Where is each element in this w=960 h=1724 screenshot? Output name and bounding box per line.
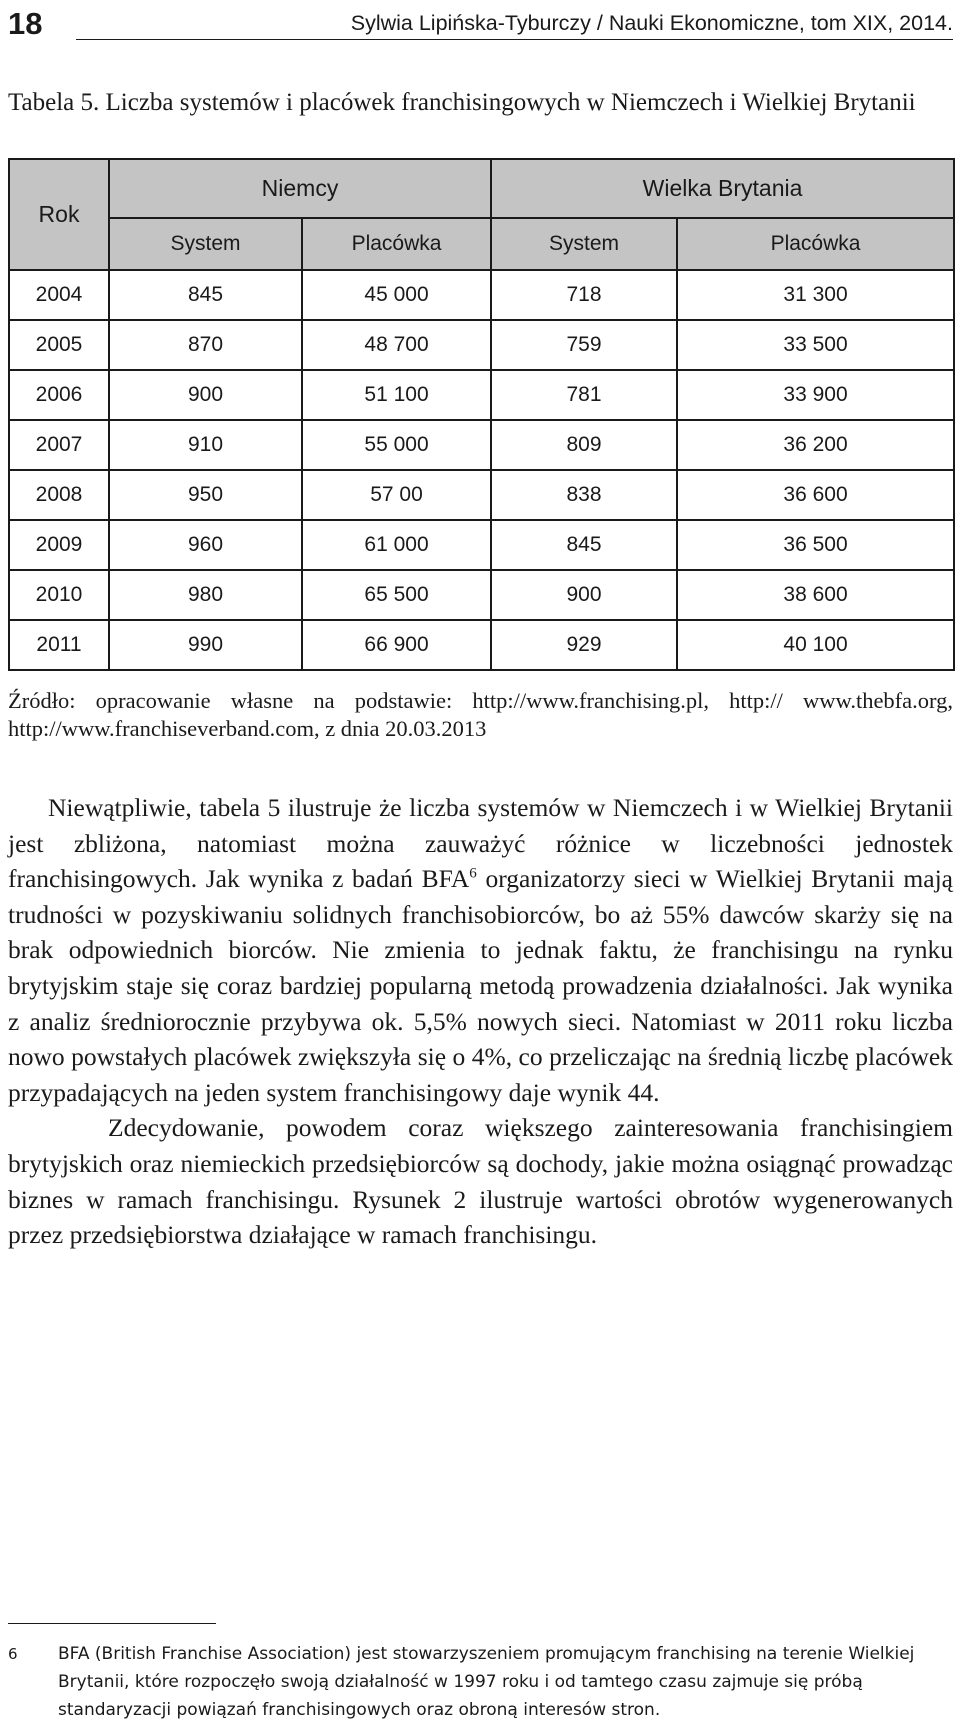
paragraph-2: Zdecydowanie, powodem coraz większego zainteresowania franchisingiem brytyjskich oraz niemieckich przedsiębiorców są dochody, jakie można osiągnąć prowadząc biznes w ramach franchisingu. Rysunek 2 ilustruje wartości obrotów wygenerowanych przez przedsiębiorstwa działające w ramach franchisingu. [8, 1113, 953, 1250]
table-cell: 990 [109, 620, 302, 670]
table-cell: 845 [491, 520, 677, 570]
table-row [9, 420, 954, 470]
table-cell: 2010 [9, 570, 109, 620]
table-row [9, 570, 954, 620]
table-cell: 57 00 [302, 470, 491, 520]
subheader-uk-system: System [491, 218, 677, 270]
group-header-germany: Niemcy [109, 159, 491, 218]
table-caption: Tabela 5. Liczba systemów i placówek franchisingowych w Niemczech i Wielkiej Brytanii [8, 89, 916, 116]
table-cell: 45 000 [302, 270, 491, 320]
table-cell: 2007 [9, 420, 109, 470]
table-cell: 65 500 [302, 570, 491, 620]
table-row [9, 320, 954, 370]
table-row [9, 520, 954, 570]
table-cell: 36 500 [677, 520, 954, 570]
running-head: Sylwia Lipińska-Tyburczy / Nauki Ekonomiczne, tom XIX, 2014. [350, 11, 953, 35]
subheader-uk-outlet: Placówka [677, 218, 954, 270]
footnote-rule [8, 1623, 216, 1624]
table-row [9, 270, 954, 320]
table-cell: 870 [109, 320, 302, 370]
table-cell: 36 200 [677, 420, 954, 470]
franchise-table [8, 158, 955, 671]
table-cell: 2008 [9, 470, 109, 520]
table-cell: 2009 [9, 520, 109, 570]
paragraph-1-continued: organizatorzy sieci w Wielkiej Brytanii mają trudności w pozyskiwaniu solidnych franchisobiorców, bo aż 55% dawców skarży się na brak odpowiednich biorców. Nie zmienia to jednak faktu, że franchisingu na rynku brytyjskim staje się coraz bardziej popularną metodą prowadzenia działalności. Jak wynika z analiz średniorocznie przybywa ok. 5,5% nowych sieci. Natomiast w 2011 roku liczba nowo powstałych placówek zwiększyła się o 4%, co przeliczając na średnią liczbę placówek przypadających na jeden system franchisingowy daje wynik 44. [8, 864, 953, 1107]
table-cell: 2004 [9, 270, 109, 320]
group-header-uk: Wielka Brytania [491, 159, 954, 218]
table-cell: 2005 [9, 320, 109, 370]
table-cell: 2006 [9, 370, 109, 420]
footnote-text: BFA (British Franchise Association) jest stowarzyszeniem promującym franchising na terenie Wielkiej Brytanii, które rozpoczęło swoją działalność w 1997 roku i od tamtego czasu zajmuje się próbą standaryzacji powiązań franchisingowych oraz obroną interesów stron. [58, 1644, 915, 1720]
year-header: Rok [9, 159, 109, 270]
table-cell: 31 300 [677, 270, 954, 320]
paragraph-1-text: Niewątpliwie, tabela 5 ilustruje że liczba systemów w Niemczech i w Wielkiej Brytanii jest zbliżona, natomiast można zauważyć różnice w liczebności jednostek franchisingowych. Jak wynika z badań BFA [8, 793, 953, 894]
table-cell: 36 600 [677, 470, 954, 520]
page-header [8, 6, 953, 42]
table-cell: 929 [491, 620, 677, 670]
table-cell: 781 [491, 370, 677, 420]
table-header-row [9, 159, 954, 218]
footnote [8, 1640, 953, 1724]
table-row [9, 370, 954, 420]
subheader-germany-system: System [109, 218, 302, 270]
table-source-note: Źródło: opracowanie własne na podstawie: http://www.franchising.pl, http:// www.thebfa.org, http://www.franchiseverband.com, z dnia 20.03.2013 [8, 688, 953, 741]
table-cell: 33 900 [677, 370, 954, 420]
table-cell: 759 [491, 320, 677, 370]
table-cell: 960 [109, 520, 302, 570]
table-cell: 950 [109, 470, 302, 520]
table-cell: 2011 [9, 620, 109, 670]
table-cell: 838 [491, 470, 677, 520]
footnote-reference: 6 [469, 865, 477, 882]
table-cell: 900 [109, 370, 302, 420]
subheader-germany-outlet: Placówka [302, 218, 491, 270]
body-text [8, 790, 953, 1253]
table-cell: 718 [491, 270, 677, 320]
table-cell: 809 [491, 420, 677, 470]
table-cell: 66 900 [302, 620, 491, 670]
table-row [9, 470, 954, 520]
table-cell: 61 000 [302, 520, 491, 570]
table-cell: 40 100 [677, 620, 954, 670]
table-cell: 51 100 [302, 370, 491, 420]
table-cell: 980 [109, 570, 302, 620]
table-cell: 910 [109, 420, 302, 470]
table-cell: 33 500 [677, 320, 954, 370]
table-row [9, 620, 954, 670]
table-cell: 845 [109, 270, 302, 320]
footnote-mark: 6 [8, 1645, 18, 1663]
page-number: 18 [8, 6, 43, 41]
paragraph-1 [8, 790, 953, 1110]
table-cell: 38 600 [677, 570, 954, 620]
header-rule [76, 39, 953, 40]
table-cell: 900 [491, 570, 677, 620]
table-subheader-row [9, 218, 954, 270]
table-cell: 48 700 [302, 320, 491, 370]
table-cell: 55 000 [302, 420, 491, 470]
